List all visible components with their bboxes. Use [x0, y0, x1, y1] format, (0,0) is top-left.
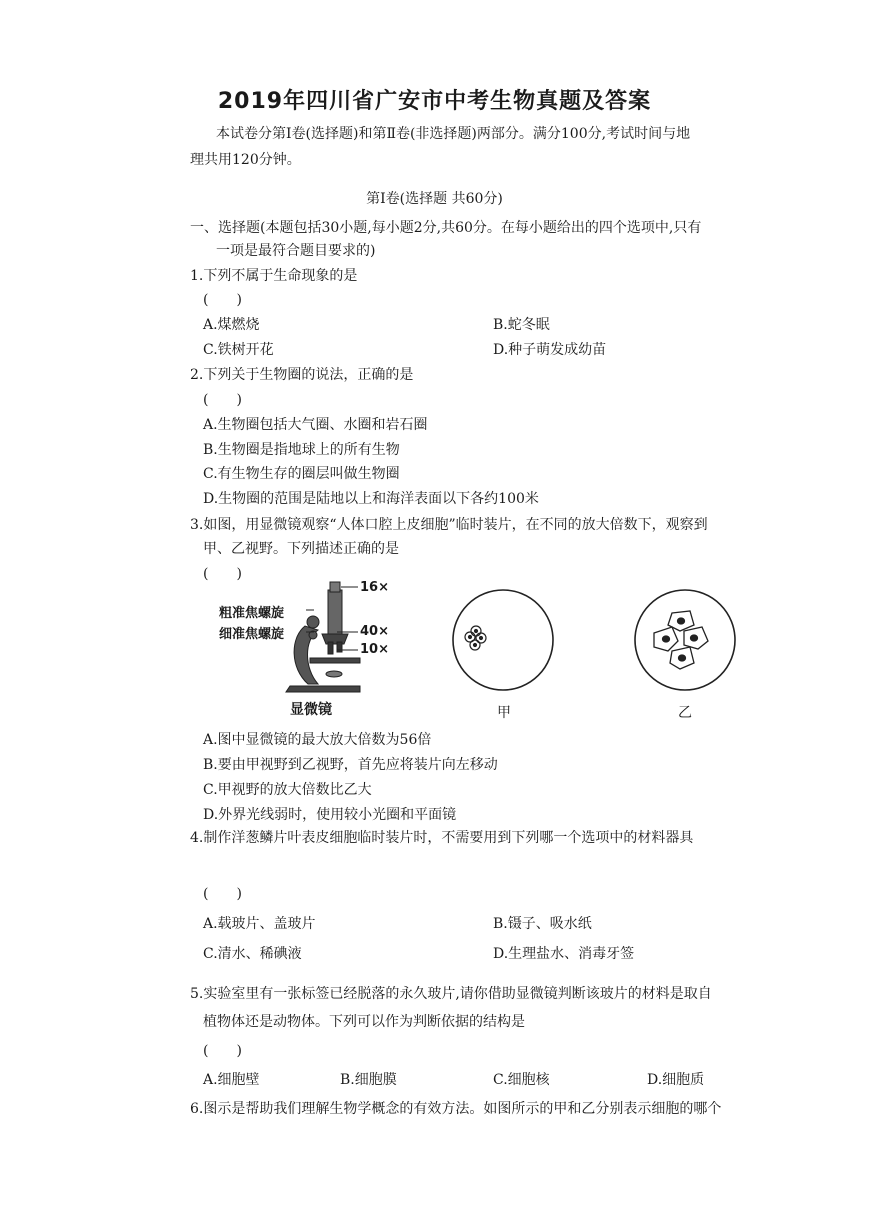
q5-stem-1: 5.实验室里有一张标签已经脱落的永久玻片,请你借助显微镜判断该玻片的材料是取自 — [190, 986, 712, 1002]
q5-option-d: D.细胞质 — [647, 1072, 705, 1088]
q3-option-c: C.甲视野的放大倍数比乙大 — [203, 782, 372, 798]
part1-instructions-2: 一项是最符合题目要求的) — [216, 243, 376, 259]
small-cells-cluster — [465, 626, 486, 650]
q4-option-a: A.载玻片、盖玻片 — [203, 916, 316, 932]
q3-stem-1: 3.如图，用显微镜观察“人体口腔上皮细胞”临时装片，在不同的放大倍数下，观察到 — [190, 517, 708, 533]
q2-stem: 2.下列关于生物圈的说法，正确的是 — [190, 367, 414, 383]
q5-option-c: C.细胞核 — [493, 1072, 550, 1088]
q1-option-a: A.煤燃烧 — [203, 317, 260, 333]
q5-option-b: B.细胞膜 — [340, 1072, 397, 1088]
intro-line-2: 理共用120分钟。 — [190, 152, 301, 168]
field-of-view-jia — [450, 587, 556, 693]
q1-option-b: B.蛇冬眠 — [493, 317, 550, 333]
q5-answer-blank: ( ) — [203, 1043, 242, 1059]
q3-option-b: B.要由甲视野到乙视野，首先应将装片向左移动 — [203, 757, 498, 773]
q2-option-d: D.生物圈的范围是陆地以上和海洋表面以下各约100米 — [203, 491, 539, 507]
q4-option-b: B.镊子、吸水纸 — [493, 916, 592, 932]
part1-instructions-1: 一、选择题(本题包括30小题,每小题2分,共60分。在每小题给出的四个选项中,只有 — [190, 220, 702, 236]
q1-option-d: D.种子萌发成幼苗 — [493, 342, 607, 358]
q4-stem: 4.制作洋葱鳞片叶表皮细胞临时装片时，不需要用到下列哪一个选项中的材料器具 — [190, 830, 694, 846]
q2-option-c: C.有生物生存的圈层叫做生物圈 — [203, 466, 400, 482]
magnification-40x: 40× — [360, 624, 389, 639]
microscope-caption: 显微镜 — [290, 702, 332, 718]
q5-stem-2: 植物体还是动物体。下列可以作为判断依据的结构是 — [203, 1014, 525, 1030]
q2-answer-blank: ( ) — [203, 392, 242, 408]
q1-stem: 1.下列不属于生命现象的是 — [190, 268, 358, 284]
q1-answer-blank: ( ) — [203, 292, 242, 308]
q4-answer-blank: ( ) — [203, 886, 242, 902]
q2-option-a: A.生物圈包括大气圈、水圈和岩石圈 — [203, 417, 428, 433]
coarse-focus-label: 粗准焦螺旋 — [219, 606, 285, 621]
q4-option-c: C.清水、稀碘液 — [203, 946, 302, 962]
field-yi-caption: 乙 — [678, 705, 692, 721]
q2-option-b: B.生物圈是指地球上的所有生物 — [203, 442, 400, 458]
large-cells-cluster — [654, 611, 708, 669]
q4-option-d: D.生理盐水、消毒牙签 — [493, 946, 635, 962]
magnification-10x: 10× — [360, 642, 389, 657]
field-jia-caption: 甲 — [497, 705, 511, 721]
q3-answer-blank: ( ) — [203, 566, 242, 582]
fine-focus-label: 细准焦螺旋 — [219, 627, 285, 642]
microscope-drawing — [286, 582, 360, 692]
q1-option-c: C.铁树开花 — [203, 342, 274, 358]
page-title: 2019年四川省广安市中考生物真题及答案 — [217, 89, 652, 114]
q5-option-a: A.细胞壁 — [203, 1072, 260, 1088]
section-heading: 第Ⅰ卷(选择题 共60分) — [366, 191, 503, 207]
q3-option-d: D.外界光线弱时，使用较小光圈和平面镜 — [203, 807, 457, 823]
q6-stem: 6.图示是帮助我们理解生物学概念的有效方法。如图所示的甲和乙分别表示细胞的哪个 — [190, 1101, 722, 1117]
magnification-16x: 16× — [360, 580, 389, 595]
field-of-view-yi — [632, 587, 738, 693]
q3-option-a: A.图中显微镜的最大放大倍数为56倍 — [203, 732, 432, 748]
intro-line-1: 本试卷分第Ⅰ卷(选择题)和第Ⅱ卷(非选择题)两部分。满分100分,考试时间与地 — [216, 126, 691, 142]
q3-stem-2: 甲、乙视野。下列描述正确的是 — [203, 541, 399, 557]
